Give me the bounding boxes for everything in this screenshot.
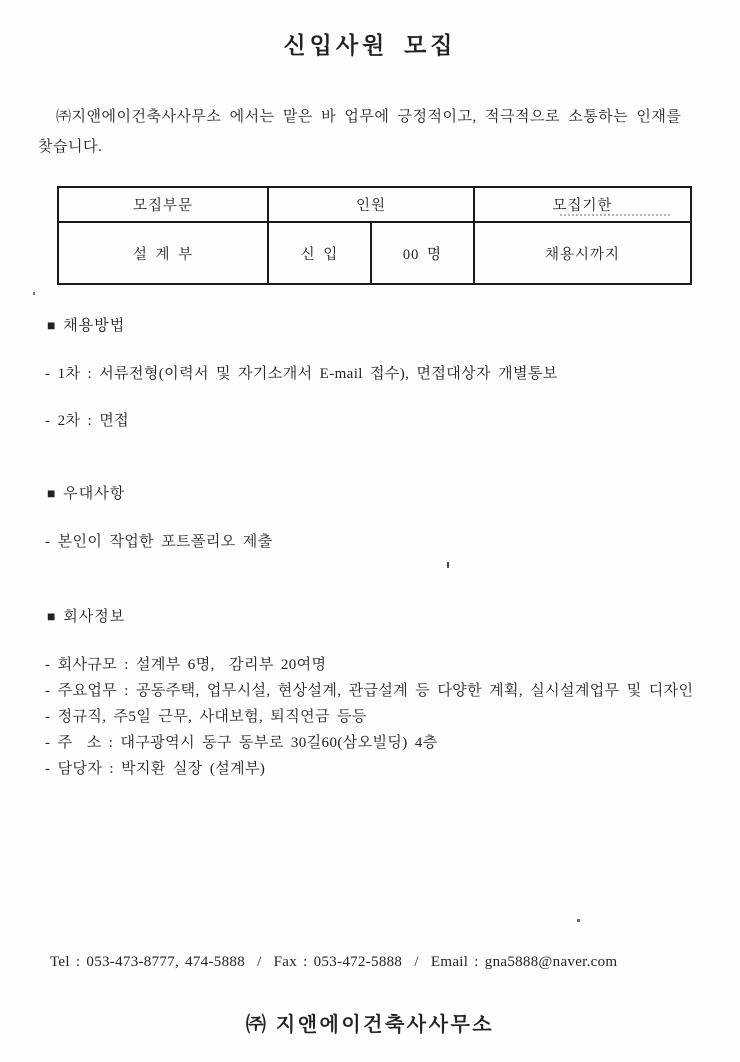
section-heading-label: 우대사항	[63, 486, 126, 502]
dash-bullet: -	[45, 683, 51, 699]
table-row	[58, 222, 691, 284]
section-heading	[47, 485, 740, 504]
dash-bullet: -	[45, 413, 51, 429]
section-hiring-method	[47, 317, 740, 430]
section-preferred	[47, 485, 740, 551]
dash-bullet: -	[45, 657, 51, 673]
recruitment-table	[57, 186, 692, 285]
list-item	[45, 708, 740, 726]
cell-level: 신 입	[268, 222, 371, 284]
square-bullet-icon: ■	[47, 610, 57, 625]
list-item-text: 담당자 : 박지환 실장 (설계부)	[57, 761, 266, 777]
section-company-info	[47, 608, 740, 778]
square-bullet-icon: ■	[47, 487, 57, 502]
dash-bullet: -	[45, 366, 51, 382]
dash-bullet: -	[45, 735, 51, 751]
list-item	[45, 412, 740, 430]
header-category: 모집부문	[58, 187, 268, 222]
intro-paragraph: ㈜지앤에이건축사사무소 에서는 맡은 바 업무에 긍정적이고, 적극적으로 소통하는 인재를 찾습니다.	[38, 109, 682, 155]
company-name: ㈜ 지앤에이건축사사무소	[245, 1014, 495, 1036]
section-heading-label: 회사정보	[63, 609, 126, 625]
list-item-text: 주 소 : 대구광역시 동구 동부로 30길60(삼오빌딩) 4층	[57, 735, 438, 751]
section-heading	[47, 317, 740, 336]
list-item-text: 회사규모 : 설계부 6명, 감리부 20여명	[57, 657, 327, 673]
square-bullet-icon: ■	[47, 319, 57, 334]
scan-noise	[577, 919, 580, 922]
list-item-text: 1차 : 서류전형(이력서 및 자기소개서 E-mail 접수), 면접대상자 개별통보	[57, 366, 558, 382]
list-item	[45, 533, 740, 551]
dash-bullet: -	[45, 761, 51, 777]
cell-deadline: 채용시까지	[474, 222, 691, 284]
list-item-text: 주요업무 : 공동주택, 업무시설, 현상설계, 관급설계 등 다양한 계획, 실시설계업무 및 디자인	[57, 683, 694, 699]
section-heading	[47, 608, 740, 627]
contact-info: Tel : 053-473-8777, 474-5888 / Fax : 053-472-5888 / Email : gna5888@naver.com	[50, 954, 618, 970]
list-item	[45, 734, 740, 752]
list-item	[45, 656, 740, 674]
list-item-text: 본인이 작업한 포트폴리오 제출	[57, 534, 273, 550]
scan-noise	[33, 292, 35, 295]
cell-category: 설 계 부	[58, 222, 268, 284]
scan-noise	[447, 562, 449, 568]
header-count: 인원	[268, 187, 474, 222]
list-item-text: 정규직, 주5일 근무, 사대보험, 퇴직연금 등등	[57, 709, 367, 725]
dash-bullet: -	[45, 709, 51, 725]
page-title: 신입사원 모집	[283, 33, 457, 58]
list-item	[45, 760, 740, 778]
section-heading-label: 채용방법	[63, 318, 126, 334]
dash-bullet: -	[45, 534, 51, 550]
list-item	[45, 365, 740, 383]
list-item	[45, 682, 740, 700]
scan-noise	[560, 214, 670, 218]
header-deadline: 모집기한	[474, 187, 691, 222]
list-item-text: 2차 : 면접	[57, 413, 130, 429]
cell-count: 00 명	[371, 222, 474, 284]
